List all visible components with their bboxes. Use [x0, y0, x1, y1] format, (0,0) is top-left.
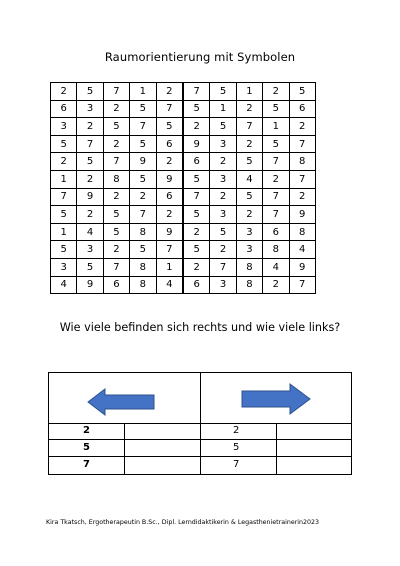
grid-cell: 5: [183, 170, 210, 188]
grid-cell: 2: [103, 100, 129, 118]
grid-cell: 7: [263, 153, 289, 171]
grid-cell: 3: [210, 276, 236, 294]
grid-cell: 2: [183, 258, 210, 276]
grid-cell: 8: [289, 153, 315, 171]
grid-cell: 4: [263, 258, 289, 276]
grid-cell: 3: [210, 170, 236, 188]
grid-cell: 5: [77, 258, 103, 276]
grid-cell: 1: [51, 170, 77, 188]
grid-cell: 2: [210, 241, 236, 259]
grid-cell: 8: [130, 258, 156, 276]
grid-cell: 5: [263, 100, 289, 118]
grid-row: [51, 206, 316, 224]
grid-cell: 1: [130, 83, 156, 101]
grid-cell: 5: [130, 135, 156, 153]
grid-cell: 1: [263, 118, 289, 136]
grid-cell: 3: [51, 258, 77, 276]
grid-cell: 7: [156, 100, 183, 118]
grid-cell: 3: [236, 241, 262, 259]
grid-cell: 7: [263, 206, 289, 224]
grid-row: [51, 223, 316, 241]
footer-credit: Kira Tkatsch, Ergotherapeutin B.Sc., Dipl. Lerndidaktikerin & Legasthenietrainerin2023: [46, 519, 320, 526]
grid-cell: 7: [103, 153, 129, 171]
grid-cell: 7: [130, 118, 156, 136]
grid-cell: 5: [51, 135, 77, 153]
grid-cell: 3: [77, 100, 103, 118]
worksheet-title: Raumorientierung mit Symbolen: [104, 50, 296, 64]
grid-cell: 5: [210, 83, 236, 101]
grid-cell: 5: [236, 188, 262, 206]
grid-cell: 6: [51, 100, 77, 118]
grid-cell: 7: [183, 188, 210, 206]
answer-input-divider: [276, 440, 277, 457]
grid-cell: 2: [236, 206, 262, 224]
grid-cell: 4: [236, 170, 262, 188]
answer-input-divider: [124, 440, 125, 457]
grid-cell: 2: [77, 170, 103, 188]
answer-input-divider: [276, 423, 277, 440]
grid-cell: 9: [130, 153, 156, 171]
grid-cell: 9: [289, 206, 315, 224]
grid-cell: 5: [130, 170, 156, 188]
grid-cell: 2: [289, 118, 315, 136]
grid-cell: 5: [51, 206, 77, 224]
grid-cell: 2: [103, 241, 129, 259]
grid-cell: 7: [236, 118, 262, 136]
grid-cell: 6: [183, 153, 210, 171]
grid-cell: 2: [183, 223, 210, 241]
grid-cell: 1: [210, 100, 236, 118]
grid-cell: 6: [103, 276, 129, 294]
grid-cell: 8: [236, 276, 262, 294]
grid-cell: 5: [77, 153, 103, 171]
grid-cell: 4: [77, 223, 103, 241]
grid-cell: 2: [289, 188, 315, 206]
grid-cell: 2: [210, 188, 236, 206]
grid-cell: 9: [289, 258, 315, 276]
grid-cell: 5: [103, 118, 129, 136]
grid-cell: 7: [289, 276, 315, 294]
grid-cell: 3: [210, 206, 236, 224]
grid-cell: 7: [263, 188, 289, 206]
grid-cell: 5: [51, 241, 77, 259]
left-number-label: 2: [83, 425, 90, 436]
grid-cell: 2: [183, 118, 210, 136]
grid-row: [51, 118, 316, 136]
grid-cell: 4: [289, 241, 315, 259]
grid-cell: 5: [156, 118, 183, 136]
right-number-label: 2: [233, 425, 240, 436]
answer-table: [48, 372, 352, 475]
grid-cell: 5: [130, 241, 156, 259]
grid-cell: 3: [236, 223, 262, 241]
right-number-label: 7: [233, 459, 240, 470]
grid-cell: 5: [183, 100, 210, 118]
grid-cell: 2: [156, 206, 183, 224]
answer-row: [49, 457, 351, 474]
grid-cell: 2: [263, 170, 289, 188]
grid-row: [51, 83, 316, 101]
grid-cell: 7: [156, 241, 183, 259]
grid-cell: 7: [210, 258, 236, 276]
grid-cell: 6: [156, 188, 183, 206]
grid-cell: 4: [51, 276, 77, 294]
grid-cell: 9: [156, 223, 183, 241]
grid-cell: 7: [130, 206, 156, 224]
grid-cell: 5: [103, 206, 129, 224]
grid-cell: 8: [103, 170, 129, 188]
grid-cell: 9: [77, 276, 103, 294]
grid-cell: 9: [183, 135, 210, 153]
grid-cell: 7: [183, 83, 210, 101]
grid-cell: 1: [51, 223, 77, 241]
grid-cell: 2: [156, 153, 183, 171]
grid-cell: 7: [77, 135, 103, 153]
grid-row: [51, 241, 316, 259]
answer-row: [49, 423, 351, 440]
grid-cell: 8: [130, 223, 156, 241]
grid-cell: 1: [236, 83, 262, 101]
grid-cell: 6: [263, 223, 289, 241]
grid-cell: 5: [289, 83, 315, 101]
grid-cell: 3: [77, 241, 103, 259]
number-grid: [50, 82, 316, 294]
grid-cell: 5: [263, 135, 289, 153]
answer-input-divider: [124, 423, 125, 440]
grid-cell: 2: [103, 188, 129, 206]
grid-cell: 8: [263, 241, 289, 259]
grid-cell: 1: [156, 258, 183, 276]
question-text: Wie viele befinden sich rechts und wie viele links?: [59, 321, 341, 334]
grid-row: [51, 135, 316, 153]
grid-cell: 7: [51, 188, 77, 206]
grid-cell: 6: [156, 135, 183, 153]
grid-row: [51, 258, 316, 276]
grid-cell: 2: [77, 206, 103, 224]
grid-cell: 5: [183, 241, 210, 259]
grid-cell: 2: [263, 276, 289, 294]
grid-cell: 4: [156, 276, 183, 294]
grid-cell: 5: [77, 83, 103, 101]
grid-cell: 2: [156, 83, 183, 101]
grid-cell: 2: [130, 188, 156, 206]
grid-row: [51, 276, 316, 294]
grid-cell: 7: [103, 258, 129, 276]
grid-cell: 2: [77, 118, 103, 136]
answer-input-divider: [276, 457, 277, 474]
grid-cell: 2: [236, 100, 262, 118]
grid-cell: 3: [51, 118, 77, 136]
grid-cell: 5: [183, 206, 210, 224]
arrow-right-icon: [241, 383, 311, 415]
right-number-label: 5: [233, 442, 240, 453]
grid-cell: 9: [77, 188, 103, 206]
grid-cell: 2: [236, 135, 262, 153]
grid-cell: 2: [51, 153, 77, 171]
grid-cell: 8: [130, 276, 156, 294]
grid-cell: 5: [210, 118, 236, 136]
grid-cell: 2: [103, 135, 129, 153]
grid-cell: 5: [103, 223, 129, 241]
grid-cell: 2: [210, 153, 236, 171]
grid-cell: 7: [103, 83, 129, 101]
grid-cell: 6: [183, 276, 210, 294]
grid-cell: 3: [210, 135, 236, 153]
grid-cell: 6: [289, 100, 315, 118]
answer-row: [49, 440, 351, 457]
grid-row: [51, 153, 316, 171]
grid-cell: 8: [236, 258, 262, 276]
grid-cell: 8: [289, 223, 315, 241]
arrow-left-icon: [87, 388, 155, 416]
grid-row: [51, 170, 316, 188]
left-number-label: 7: [83, 459, 90, 470]
left-number-label: 5: [83, 442, 90, 453]
grid-cell: 9: [156, 170, 183, 188]
grid-cell: 5: [236, 153, 262, 171]
grid-row: [51, 188, 316, 206]
grid-cell: 5: [130, 100, 156, 118]
grid-row: [51, 100, 316, 118]
grid-cell: 7: [289, 135, 315, 153]
grid-cell: 7: [289, 170, 315, 188]
grid-cell: 5: [210, 223, 236, 241]
grid-cell: 2: [51, 83, 77, 101]
grid-cell: 2: [263, 83, 289, 101]
answer-input-divider: [124, 457, 125, 474]
